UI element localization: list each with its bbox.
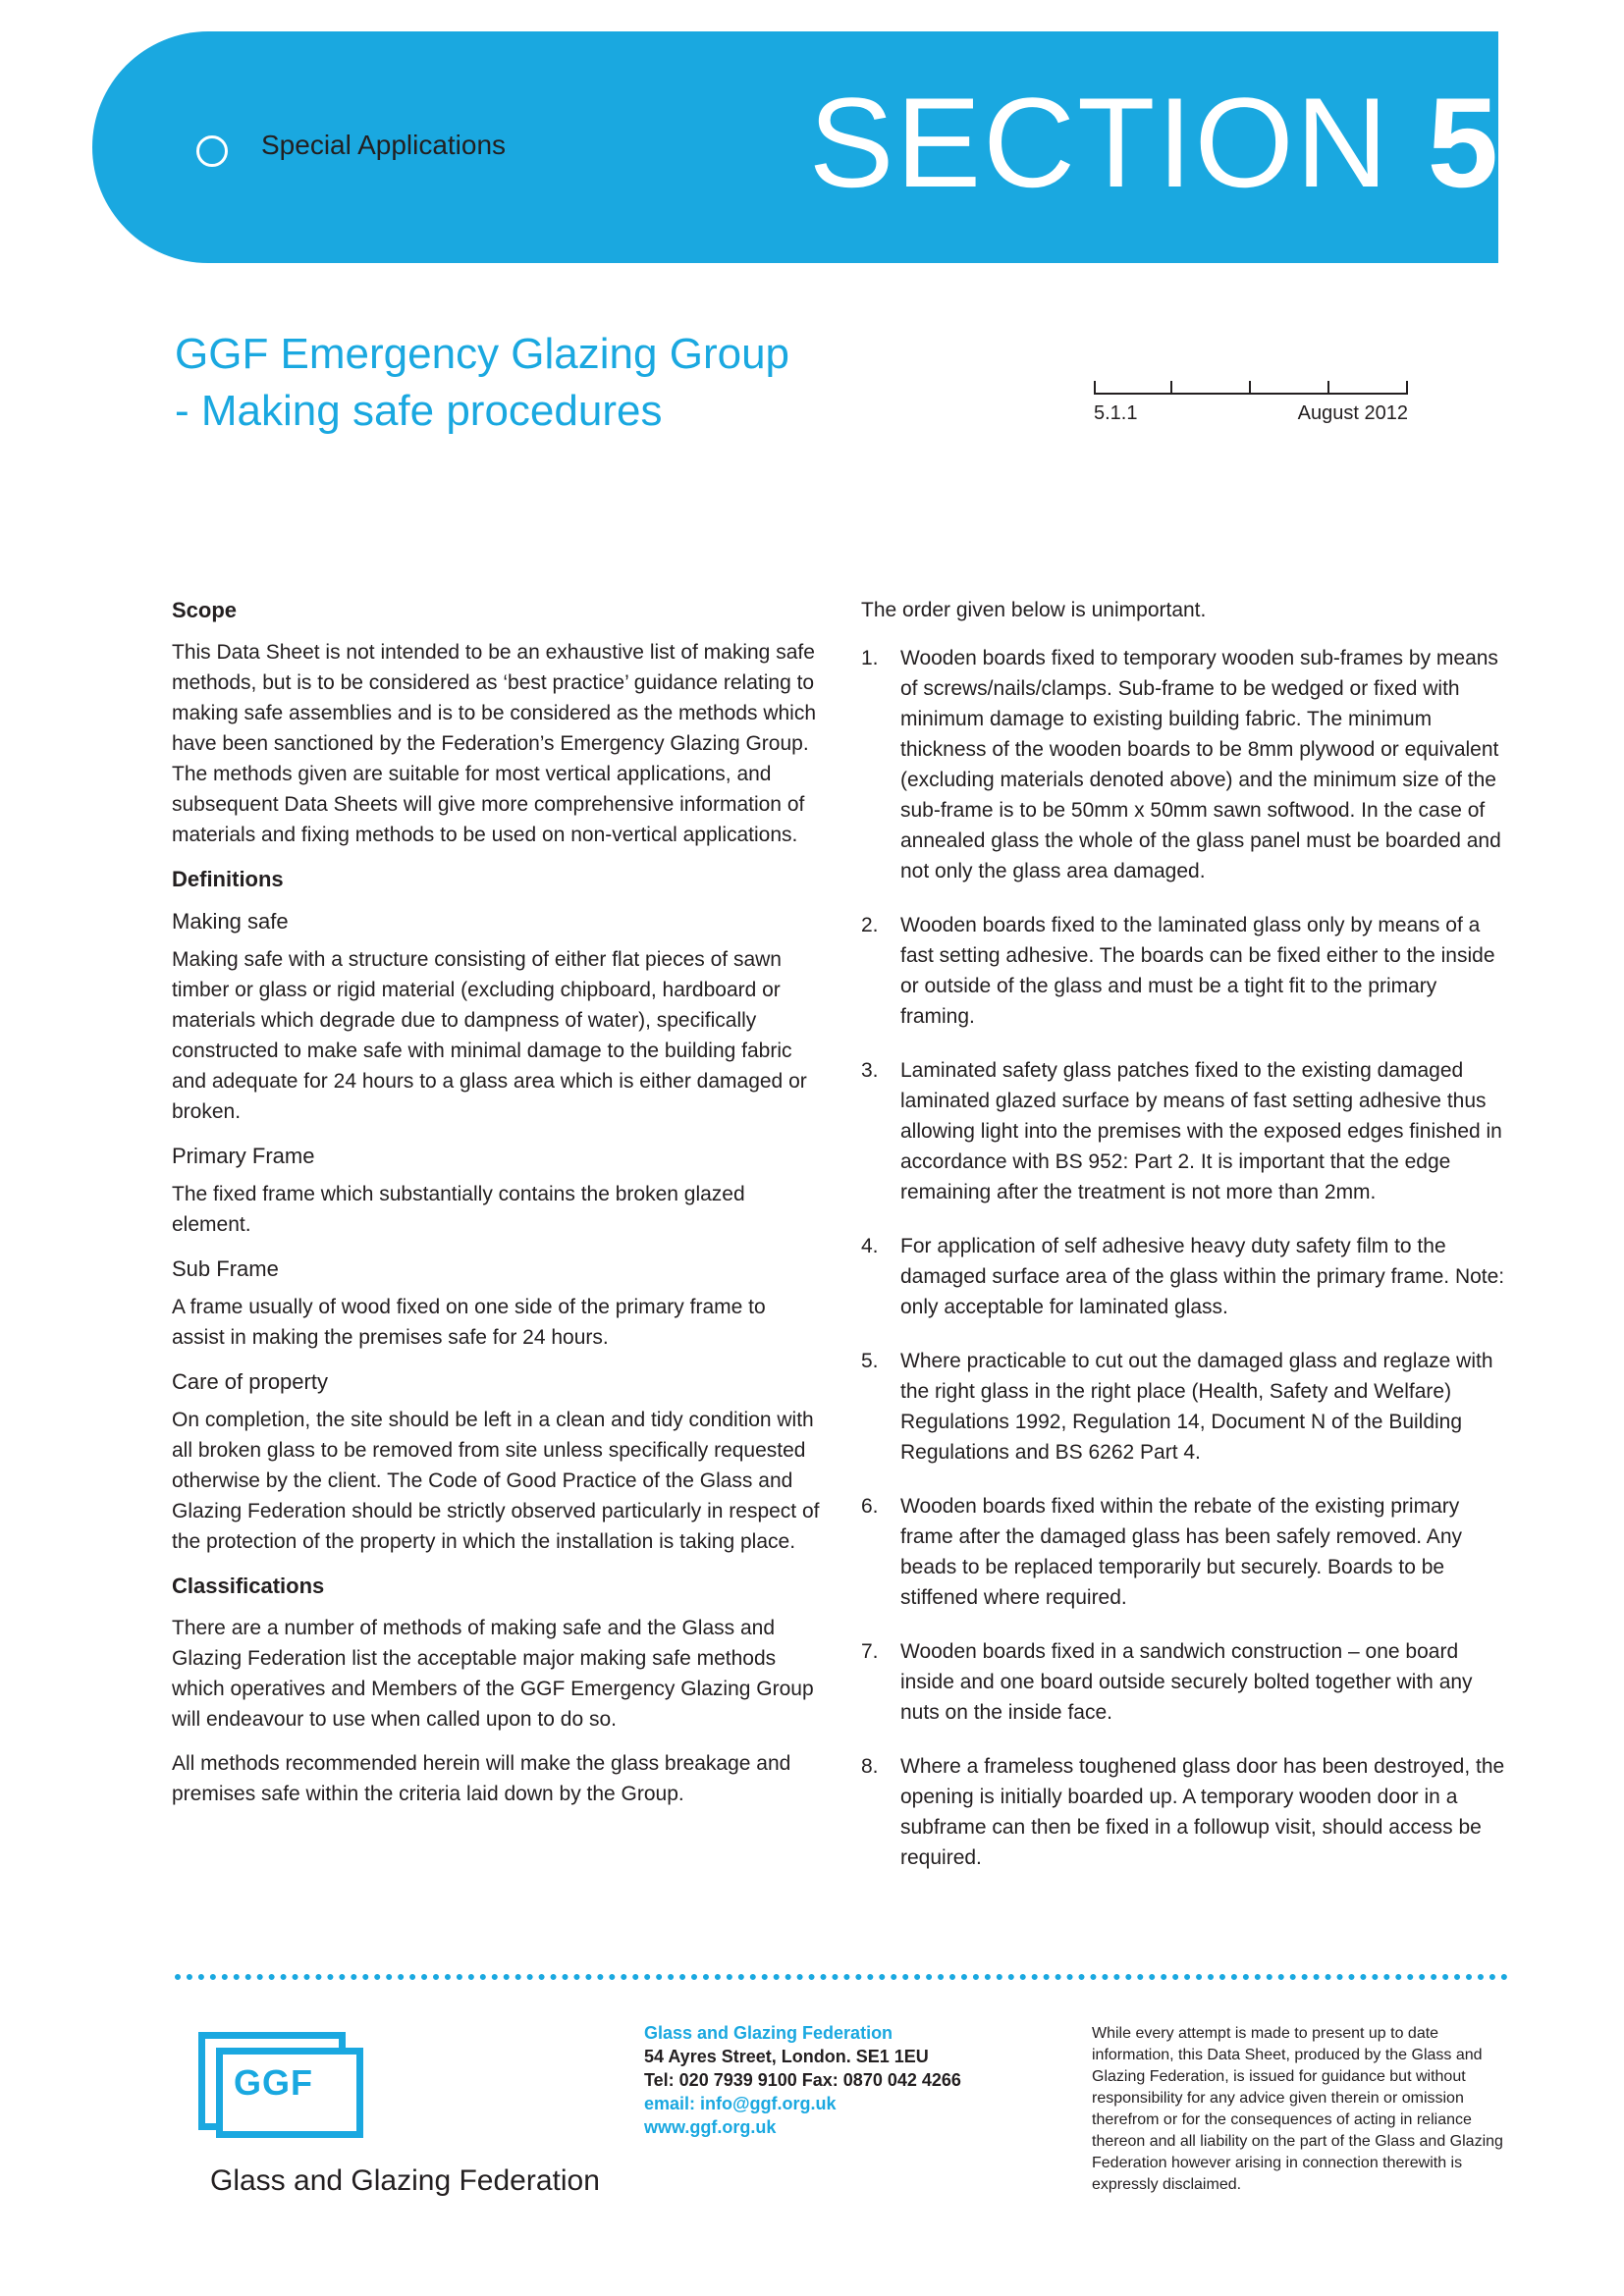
scope-text: This Data Sheet is not intended to be an exhaustive list of making safe methods, but is to be considered as ‘best practice’ guidance relating to making safe assemblies and is to be considered as the methods which have been sanctioned by the Federation’s Emergency Glazing Group. The methods given are suitable for most vertical applications, and subsequent Data Sheets will give more comprehensive information of materials and fixing methods to be used on non-vertical applications. — [172, 641, 817, 846]
list-item-text: Wooden boards fixed to the laminated glass only by means of a fast setting adhesive. The boards can be fixed either to the inside or outside of the glass and must be a tight fit to the primary framing. — [900, 914, 1495, 1028]
list-item-number: 1. — [861, 647, 879, 669]
care-of-property-heading: Care of property — [172, 1369, 328, 1394]
classifications-text-2: All methods recommended herein will make the glass breakage and premises safe within the criteria laid down by the Group. — [172, 1752, 791, 1805]
reference-date: August 2012 — [1297, 402, 1408, 424]
left-column — [172, 595, 820, 1823]
definitions-heading: Definitions — [172, 867, 284, 891]
primary-frame-text: The fixed frame which substantially contains the broken glazed element. — [172, 1183, 745, 1236]
list-item-number: 7. — [861, 1640, 879, 1663]
list-item-number: 4. — [861, 1235, 879, 1257]
list-item-number: 3. — [861, 1059, 879, 1082]
list-item-text: Wooden boards fixed within the rebate of the existing primary frame after the damaged glass has been safely removed. Any beads to be replaced temporarily but securely. Boards to be stiffened where required. — [900, 1495, 1462, 1609]
ruler-tick — [1170, 381, 1172, 395]
section-number: 5 — [1427, 71, 1500, 214]
page-title-line1: GGF Emergency Glazing Group — [175, 330, 790, 378]
classifications-heading: Classifications — [172, 1574, 325, 1598]
classifications-text-1: There are a number of methods of making safe and the Glass and Glazing Federation list the acceptable major making safe methods which operatives and Members of the GGF Emergency Glazing Group will endeavour to use when called upon to do so. — [172, 1617, 814, 1731]
list-item-number: 8. — [861, 1755, 879, 1778]
care-of-property-text: On completion, the site should be left in a clean and tidy condition with all broken glass to be removed from site unless specifically requested otherwise by the client. The Code of Good Practice of the Glass and Glazing Federation should be strictly observed particularly in respect of the protection of the property in which the installation is taking place. — [172, 1409, 820, 1553]
ruler-tick — [1249, 381, 1251, 395]
making-safe-heading: Making safe — [172, 909, 289, 934]
list-item-text: Where practicable to cut out the damaged glass and reglaze with the right glass in the right place (Health, Safety and Welfare) Regulations 1992, Regulation 14, Document N of the Building Regulations and BS 6262 Part 4. — [900, 1350, 1493, 1464]
list-item — [861, 1636, 1509, 1728]
scope-heading: Scope — [172, 598, 238, 622]
contact-email-link[interactable]: email: info@ggf.org.uk — [644, 2094, 837, 2113]
list-intro: The order given below is unimportant. — [861, 599, 1207, 621]
page-title-line2: - Making safe procedures — [175, 387, 663, 435]
list-item-text: For application of self adhesive heavy duty safety film to the damaged surface area of the glass within the primary frame. Note: only acceptable for laminated glass. — [900, 1235, 1505, 1318]
bullet-dot-icon — [196, 135, 228, 167]
list-item — [861, 1231, 1509, 1322]
page-title — [175, 326, 882, 440]
section-heading — [808, 71, 1500, 214]
list-item-text: Wooden boards fixed to temporary wooden sub-frames by means of screws/nails/clamps. Sub-frame to be wedged or fixed with minimum damage to existing building fabric. The minimum thickness of the wooden boards to be 8mm plywood or equivalent (excluding materials denoted above) and the minimum size of the sub-frame is to be 50mm x 50mm sawn softwood. In the case of annealed glass the whole of the glass panel must be boarded and not only the glass area damaged. — [900, 647, 1501, 882]
list-item-number: 5. — [861, 1350, 879, 1372]
contact-phone: Tel: 020 7939 9100 Fax: 0870 042 4266 — [644, 2070, 961, 2090]
contact-block — [644, 2021, 961, 2139]
list-item — [861, 1346, 1509, 1468]
list-item — [861, 643, 1509, 886]
logo-caption: Glass and Glazing Federation — [210, 2164, 600, 2197]
list-item — [861, 910, 1509, 1032]
logo-text: GGF — [234, 2062, 313, 2103]
contact-website-link[interactable]: www.ggf.org.uk — [644, 2117, 777, 2137]
list-item-number: 2. — [861, 914, 879, 936]
ruler-tick — [1327, 381, 1329, 395]
footer-divider — [175, 1974, 1508, 1980]
list-item — [861, 1751, 1509, 1873]
primary-frame-heading: Primary Frame — [172, 1144, 315, 1168]
sub-frame-text: A frame usually of wood fixed on one side of the primary frame to assist in making the premises safe for 24 hours. — [172, 1296, 766, 1349]
contact-org: Glass and Glazing Federation — [644, 2023, 893, 2043]
right-column — [861, 595, 1509, 1896]
list-item-text: Laminated safety glass patches fixed to the existing damaged laminated glazed surface by means of fast setting adhesive thus allowing light into the premises with the exposed edges finished in accordance with BS 952: Part 2. It is important that the edge remaining after the treatment is not more than 2mm. — [900, 1059, 1502, 1203]
reference-code: 5.1.1 — [1094, 402, 1138, 424]
disclaimer: While every attempt is made to present up to date information, this Data Sheet, produced by the Glass and Glazing Federation, is issued for guidance but without responsibility for any advice given therein or omission therefrom or for the consequences of acting in reliance thereon and all liability on the part of the Glass and Glazing Federation however arising in connection therewith is expressly disclaimed. — [1092, 2025, 1503, 2193]
list-item — [861, 1491, 1509, 1613]
ruler-tick — [1094, 381, 1096, 395]
list-item-number: 6. — [861, 1495, 879, 1518]
section-word: SECTION — [808, 71, 1390, 214]
methods-list — [861, 643, 1509, 1873]
list-item-text: Where a frameless toughened glass door has been destroyed, the opening is initially boarded up. A temporary wooden door in a subframe can then be fixed in a followup visit, should access be required. — [900, 1755, 1505, 1869]
reference-ruler — [1094, 377, 1408, 395]
banner-subtitle: Special Applications — [261, 130, 507, 160]
ruler-tick — [1406, 381, 1408, 395]
list-item — [861, 1055, 1509, 1207]
ggf-logo — [198, 2032, 365, 2130]
contact-address: 54 Ayres Street, London. SE1 1EU — [644, 2047, 929, 2066]
list-item-text: Wooden boards fixed in a sandwich construction – one board inside and one board outside securely bolted together with any nuts on the inside face. — [900, 1640, 1473, 1724]
sub-frame-heading: Sub Frame — [172, 1256, 279, 1281]
making-safe-text: Making safe with a structure consisting of either flat pieces of sawn timber or glass or rigid material (excluding chipboard, hardboard or materials which degrade due to dampness of water), specifically constructed to make safe with minimal damage to the building fabric and adequate for 24 hours to a glass area which is either damaged or broken. — [172, 948, 807, 1123]
